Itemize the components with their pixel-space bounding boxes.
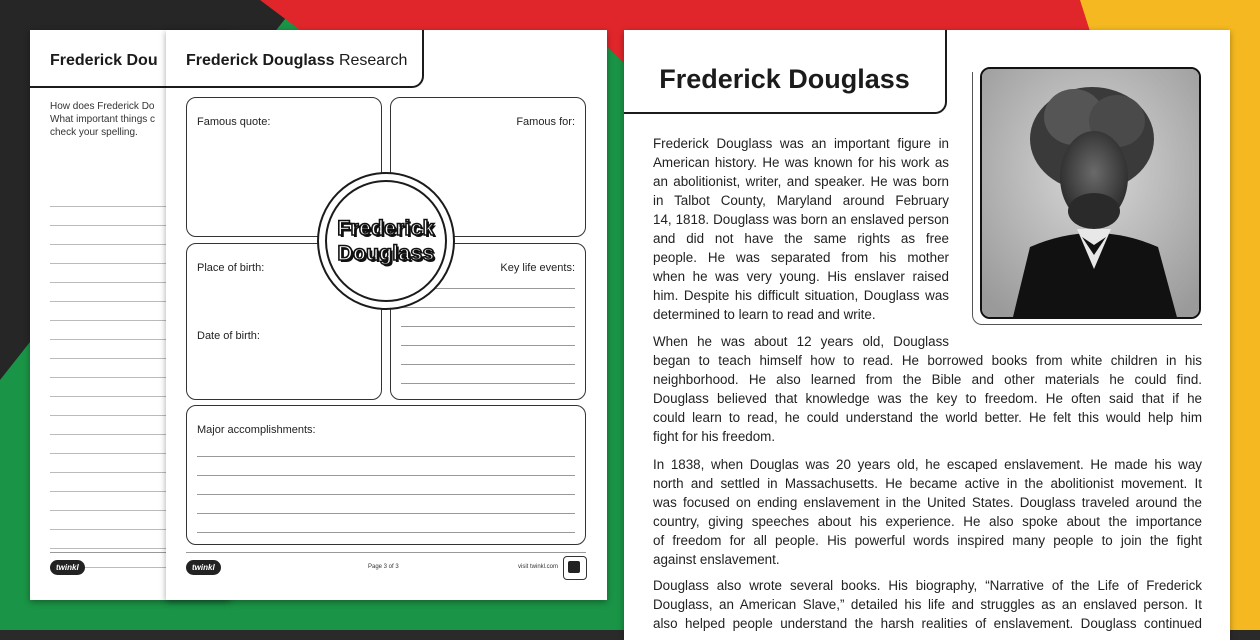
passage-line: Douglass also wrote several books. His biography, “Narrative of the Life of Frederick: [653, 578, 1202, 593]
circle-name-line2: Douglass: [337, 242, 435, 265]
passage-paragraph-2: [653, 332, 1202, 446]
title-bold: Frederick Douglass: [186, 52, 335, 69]
title-regular: Research: [338, 52, 408, 69]
portrait-photo-icon: [982, 69, 1201, 319]
passage-line: and did not have the same rights as free: [653, 231, 949, 246]
portrait-photo: [980, 67, 1201, 319]
prompt-line: How does Frederick Do: [50, 101, 155, 112]
passage-line: could learn to read, he could understand the world better. He felt this would help him: [653, 410, 1202, 425]
major-accomplishments-box[interactable]: [186, 405, 586, 545]
date-of-birth-label: Date of birth:: [197, 330, 260, 342]
passage-line: Douglass believed that knowledge was the key to freedom. He often said that if he: [653, 391, 1202, 406]
passage-line: neighborhood. He also learned from the Bible and other materials he could find.: [653, 372, 1202, 387]
passage-line: In 1838, when Douglas was 20 years old, he escaped enslavement. He made his way: [653, 457, 1202, 472]
passage-line: Douglass, an American Slave,” detailed his life and struggles as an enslaved person. It: [653, 597, 1202, 612]
passage-paragraph-4: [653, 576, 1202, 633]
name-circle: [317, 172, 455, 310]
page-number: Page 3 of 3: [368, 564, 399, 570]
passage-paragraph-3: [653, 455, 1202, 569]
research-page-title: [166, 30, 424, 88]
worksheet-research-page: [166, 30, 607, 600]
passage-line: fight for his freedom.: [653, 429, 776, 444]
passage-title: Frederick Douglass: [624, 30, 947, 114]
prompt-line: check your spelling.: [50, 127, 138, 138]
passage-line: against enslavement.: [653, 552, 780, 567]
passage-line: north and settled in Massachusetts. He became active in the abolitionist movement. It: [653, 476, 1202, 491]
passage-line: determined to learn to read and write.: [653, 307, 876, 322]
name-circle-inner: [325, 180, 447, 302]
twinkl-logo: twinkl: [50, 560, 85, 575]
passage-line: when he was very young. His enslaver raised: [653, 269, 949, 284]
passage-line: When he was about 12 years old, Douglass: [653, 334, 949, 349]
passage-line: was focused on ending enslavement in the United States. Douglass traveled around the: [653, 495, 1202, 510]
visit-site-link[interactable]: visit twinkl.com: [518, 564, 559, 570]
back-page-title: Frederick Dou: [30, 30, 210, 88]
passage-line: also helped people understand the harsh realities of enslavement. Douglass continued: [653, 616, 1202, 631]
passage-line: country, giving speeches about his experience. He also spoke about the importance: [653, 514, 1202, 529]
passage-line: American history. He was known for his work as: [653, 155, 949, 170]
circle-name-line1: Frederick: [337, 217, 435, 240]
famous-for-label: Famous for:: [516, 116, 575, 128]
passage-line: in Talbot County, Maryland around February: [653, 193, 949, 208]
passage-line: an abolitionist, writer, and speaker. He was born: [653, 174, 949, 189]
passage-line: people. He was separated from his mother: [653, 250, 949, 265]
passage-line: 14, 1818. Douglass was born an enslaved person: [653, 212, 949, 227]
prompt-line: What important things c: [50, 114, 156, 125]
passage-line: Frederick Douglass was an important figure in: [653, 136, 949, 151]
passage-paragraph-1: [653, 134, 949, 324]
passage-line: began to teach himself how to read. He borrowed books from white children in his: [653, 353, 1202, 368]
key-life-events-label: Key life events:: [500, 262, 575, 274]
major-accomplishments-label: Major accomplishments:: [197, 424, 316, 436]
accomplishment-lines: [197, 438, 575, 533]
famous-quote-label: Famous quote:: [197, 116, 271, 128]
passage-line: him. Despite his difficult situation, Douglass was: [653, 288, 949, 303]
quality-badge-icon: [563, 556, 587, 580]
footer-divider: [186, 552, 586, 553]
twinkl-logo: twinkl: [186, 560, 221, 575]
place-of-birth-label: Place of birth:: [197, 262, 265, 274]
passage-line: of freedom for all people. His powerful words inspired many people to join the fight: [653, 533, 1202, 548]
